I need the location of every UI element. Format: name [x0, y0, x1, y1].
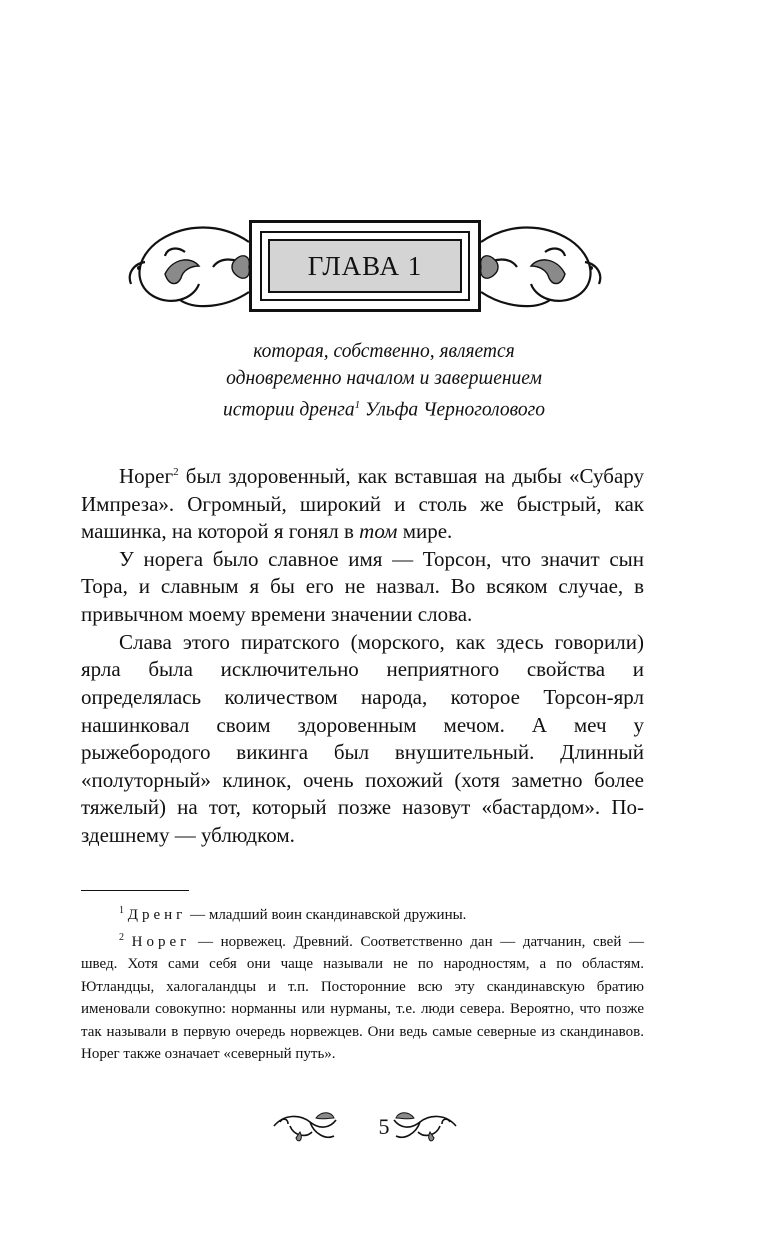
- page-number: 5: [378, 1114, 390, 1139]
- footnote-text: — младший воин скандинавской дружины.: [186, 907, 467, 923]
- chapter-title: ГЛАВА 1: [307, 250, 423, 281]
- paragraph: [81, 459, 644, 546]
- footnote-term: Дренг: [127, 907, 187, 923]
- subtitle-line: которая, собственно, является: [253, 341, 515, 362]
- subtitle-text: истории дренга: [223, 399, 355, 421]
- subtitle-text: Ульфа Черноголового: [360, 399, 545, 421]
- body-text: [81, 459, 644, 850]
- footnote-ref[interactable]: 1: [354, 399, 361, 411]
- paragraph-text: был здоровенный, как вставшая на дыбы «Субару Импреза». Огромный, широкий и столь же быстрый, как машинка, на которой я гонял в: [81, 464, 644, 544]
- footer-ornament-right-icon: [390, 1106, 460, 1146]
- subtitle-line: [0, 392, 768, 424]
- chapter-frame: [249, 220, 481, 312]
- subtitle-line: одновременно началом и завершением: [226, 368, 542, 389]
- paragraph: У норега было славное имя — Торсон, что значит сын Тора, и славным я бы его не назвал. Во всяком случае, в привычном моему времени значении слова.: [81, 546, 644, 627]
- paragraph: Слава этого пиратского (морского, как здесь говорили) ярла была исключительно неприятного свойства и определялась количеством народа, которое Торсон-ярл нашинковал своим здоровенным мечом. А меч у рыжебородого викинга был внушительный. Длинный «полуторный» клинок, очень похожий (хотя заметно более тяжелый) на тот, который позже назовут «бастардом». По-здешнему — ублюдком.: [81, 629, 644, 847]
- footnote-number: 1: [119, 905, 124, 916]
- footnote-text: — норвежец. Древний. Соответственно дан — датчанин, свей — швед. Хотя сами себя они чаще называли не по народностям, а по областям. Ютландцы, халогаландцы и т.п. Посторонние всю эту скандинавскую братию именовали совокупно: норманны или нурманы, т.е. люди севера. Вероятно, что позже так называли в первую очередь норвежцев. Они ведь самые северные из скандинавов. Норег также означает «северный путь».: [81, 933, 645, 1062]
- footnote-ref[interactable]: 2: [173, 466, 179, 478]
- footnote-term: Норег: [131, 933, 191, 950]
- page-footer: [0, 1100, 768, 1150]
- chapter-title-panel: [268, 239, 462, 293]
- footnote: [81, 900, 644, 927]
- paragraph-text: Норег: [119, 464, 174, 488]
- footnote-divider: [81, 890, 189, 891]
- footnote-number: 2: [119, 931, 124, 943]
- chapter-header: [125, 212, 605, 322]
- chapter-subtitle: [0, 338, 768, 424]
- footnote: [81, 927, 644, 1066]
- paragraph-text: мире.: [397, 519, 453, 544]
- italic-word: том: [359, 519, 398, 544]
- footnotes: [81, 900, 644, 1066]
